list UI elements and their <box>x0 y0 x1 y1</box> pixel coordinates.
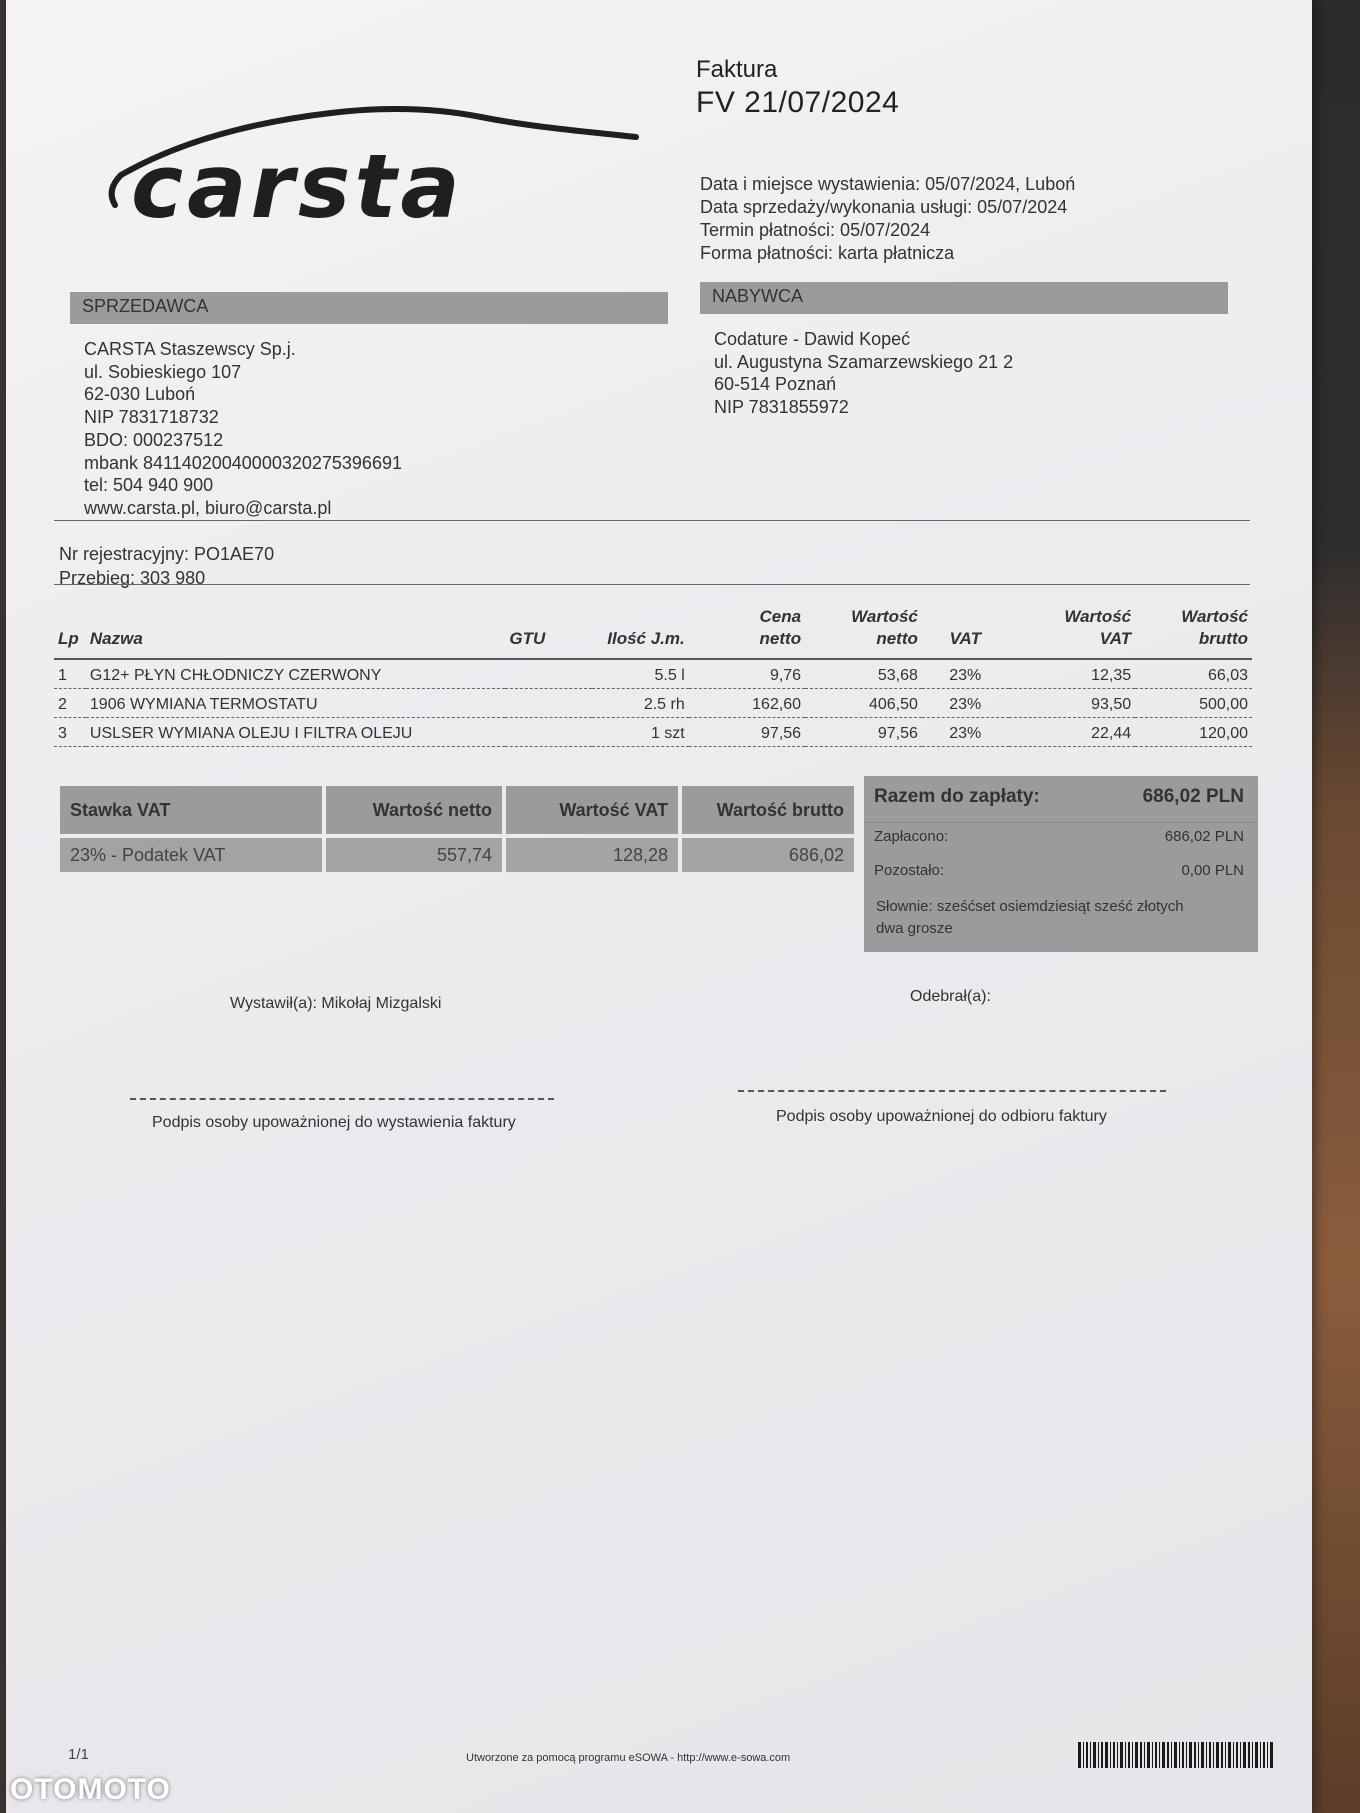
buyer-line: ul. Augustyna Szamarzewskiego 21 2 <box>714 351 1014 372</box>
seller-line: CARSTA Staszewscy Sp.j. <box>84 339 296 359</box>
col-name: Nazwa <box>86 604 505 659</box>
col-vat: VAT <box>922 604 1009 659</box>
cell-vat: 23% <box>922 718 1009 747</box>
vat-value-cell: 128,28 <box>506 838 678 872</box>
cell-vat-value: 93,50 <box>1009 689 1136 718</box>
payment-method: Forma płatności: karta płatnicza <box>700 243 955 263</box>
total-label: Razem do zapłaty: <box>874 786 1040 807</box>
vat-net-cell: 557,74 <box>326 838 502 872</box>
page-number: 1/1 <box>68 1746 89 1763</box>
vat-header-rate: Stawka VAT <box>60 786 322 834</box>
payment-due: Termin płatności: 05/07/2024 <box>700 220 931 240</box>
received-by: Odebrał(a): <box>910 988 991 1005</box>
buyer-header: NABYWCA <box>700 282 1228 314</box>
buyer-line: 60-514 Poznań <box>714 374 837 395</box>
cell-gtu <box>505 659 592 689</box>
receiver-signature-line <box>738 1090 1166 1092</box>
document-title: Faktura <box>696 56 778 83</box>
vehicle-info <box>59 542 274 590</box>
col-unit-price: Cena netto <box>689 604 805 659</box>
table-row <box>54 718 1252 747</box>
cell-gross: 500,00 <box>1135 689 1252 718</box>
invoice-meta <box>700 173 1075 265</box>
issuer-signature-caption: Podpis osoby upoważnionej do wystawienia faktury <box>152 1114 516 1131</box>
divider <box>54 520 1250 521</box>
buyer-line: NIP 7831855972 <box>714 397 849 418</box>
cell-vat-value: 12,35 <box>1009 659 1136 689</box>
seller-line: ul. Sobieskiego 107 <box>84 361 242 382</box>
amount-in-words: Słownie: sześćset osiemdziesiąt sześć złotych dwa grosze <box>876 898 1184 937</box>
cell-net: 97,56 <box>805 718 922 747</box>
cell-price: 97,56 <box>689 718 805 747</box>
cell-net: 53,68 <box>805 659 922 689</box>
receiver-signature-caption: Podpis osoby upoważnionej do odbioru faktury <box>776 1108 1107 1125</box>
cell-gross: 120,00 <box>1135 718 1252 747</box>
cell-gtu <box>505 718 592 747</box>
col-net: Wartość netto <box>805 604 922 659</box>
cell-vat: 23% <box>922 659 1009 689</box>
items-table <box>54 604 1252 747</box>
seller-line: 62-030 Luboń <box>84 384 196 405</box>
issue-date-place: Data i miejsce wystawienia: 05/07/2024, Luboń <box>700 174 1076 194</box>
col-gross: Wartość brutto <box>1135 604 1252 659</box>
vat-header-gross: Wartość brutto <box>682 786 854 834</box>
cell-name: G12+ PŁYN CHŁODNICZY CZERWONY <box>86 659 505 689</box>
total-value: 686,02 PLN <box>1142 786 1244 807</box>
paid-row <box>874 828 1244 845</box>
paid-label: Zapłacono: <box>874 828 949 845</box>
invoice-page <box>6 0 1312 1813</box>
buyer-details <box>714 328 1013 419</box>
sale-date: Data sprzedaży/wykonania usługi: 05/07/2024 <box>700 197 1068 217</box>
cell-gross: 66,03 <box>1135 659 1252 689</box>
vat-gross-cell: 686,02 <box>682 838 854 872</box>
cell-name: 1906 WYMIANA TERMOSTATU <box>86 689 505 718</box>
cell-gtu <box>505 689 592 718</box>
vat-header-net: Wartość netto <box>326 786 502 834</box>
cell-lp: 3 <box>54 718 86 747</box>
items-header-row <box>54 604 1252 659</box>
mileage: Przebieg: 303 980 <box>59 568 206 588</box>
cell-price: 9,76 <box>689 659 805 689</box>
cell-qty-unit: 2.5 rh <box>592 689 689 718</box>
remaining-row <box>874 862 1244 879</box>
col-qty-unit: Ilość J.m. <box>592 604 689 659</box>
table-row <box>54 689 1252 718</box>
registration-number: Nr rejestracyjny: PO1AE70 <box>59 544 275 564</box>
vat-header-vat: Wartość VAT <box>506 786 678 834</box>
divider <box>54 584 1250 585</box>
otomoto-watermark: OTOMOTO <box>10 1773 171 1806</box>
cell-qty-unit: 1 szt <box>592 718 689 747</box>
seller-line: NIP 7831718732 <box>84 407 219 428</box>
issued-by: Wystawił(a): Mikołaj Mizgalski <box>230 995 442 1012</box>
total-row <box>874 786 1244 808</box>
seller-line: BDO: 000237512 <box>84 429 224 450</box>
seller-line: mbank 84114020040000320275396691 <box>84 452 402 473</box>
cell-price: 162,60 <box>689 689 805 718</box>
payment-summary <box>864 776 1258 952</box>
buyer-line: Codature - Dawid Kopeć <box>714 329 911 349</box>
table-row <box>54 659 1252 689</box>
vat-summary-table <box>60 786 856 876</box>
invoice-number: FV 21/07/2024 <box>696 86 900 119</box>
remaining-label: Pozostało: <box>874 862 945 879</box>
generator-credit: Utworzone za pomocą programu eSOWA - http://www.e-sowa.com <box>466 1752 791 1764</box>
cell-net: 406,50 <box>805 689 922 718</box>
col-vat-value: Wartość VAT <box>1009 604 1136 659</box>
cell-lp: 2 <box>54 689 86 718</box>
seller-details <box>84 338 402 520</box>
seller-line: www.carsta.pl, biuro@carsta.pl <box>84 497 332 518</box>
barcode <box>1078 1742 1274 1768</box>
cell-lp: 1 <box>54 659 86 689</box>
col-lp: Lp <box>54 604 86 659</box>
col-gtu: GTU <box>505 604 592 659</box>
seller-header: SPRZEDAWCA <box>70 292 668 324</box>
cell-name: USLSER WYMIANA OLEJU I FILTRA OLEJU <box>86 718 505 747</box>
cell-qty-unit: 5.5 l <box>592 659 689 689</box>
paid-value: 686,02 PLN <box>1164 828 1244 845</box>
cell-vat: 23% <box>922 689 1009 718</box>
carsta-logo <box>101 95 641 235</box>
remaining-value: 0,00 PLN <box>1181 862 1244 879</box>
summary-divider <box>864 822 1258 823</box>
svg-text:carsta: carsta <box>131 135 464 235</box>
vat-rate-cell: 23% - Podatek VAT <box>60 838 322 872</box>
issuer-signature-line <box>130 1098 554 1100</box>
seller-line: tel: 504 940 900 <box>84 475 214 496</box>
cell-vat-value: 22,44 <box>1009 718 1136 747</box>
